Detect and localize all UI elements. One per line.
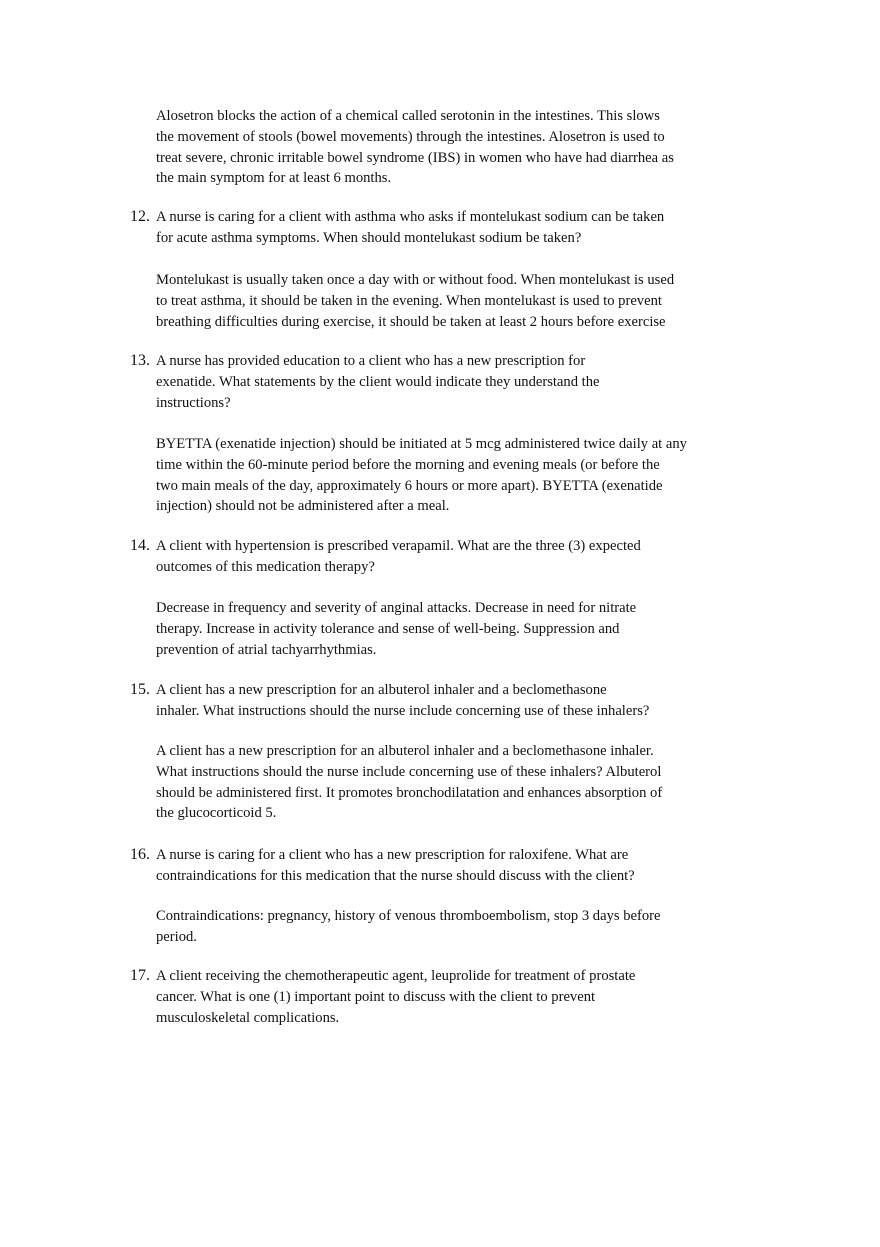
answer-11-paragraph <box>156 106 674 189</box>
question-13-text <box>156 351 600 413</box>
answer-line: the main symptom for at least 6 months. <box>156 170 392 187</box>
question-line: A client has a new prescription for an albuterol inhaler and a beclomethasone <box>156 682 607 698</box>
answer-line: BYETTA (exenatide injection) should be initiated at 5 mcg administered twice daily at any <box>156 436 687 452</box>
question-12-text <box>156 207 664 249</box>
answer-line: treat severe, chronic irritable bowel syndrome (IBS) in women who have had diarrhea as <box>156 149 674 166</box>
answer-line: therapy. Increase in activity tolerance and sense of well-being. Suppression and <box>156 620 620 637</box>
question-number-16: 16. <box>130 846 150 863</box>
question-line: A client receiving the chemotherapeutic agent, leuprolide for treatment of prostate <box>156 968 636 984</box>
question-line: musculoskeletal complications. <box>156 1009 340 1026</box>
question-14-text <box>156 536 641 578</box>
question-line: A nurse has provided education to a client who has a new prescription for <box>156 353 586 369</box>
question-number-12: 12. <box>130 208 150 225</box>
answer-line: the movement of stools (bowel movements) through the intestines. Alosetron is used to <box>156 128 665 145</box>
question-number-15: 15. <box>130 681 150 698</box>
question-line: contraindications for this medication that the nurse should discuss with the client? <box>156 867 635 884</box>
answer-line: breathing difficulties during exercise, it should be taken at least 2 hours before exercise <box>156 313 666 330</box>
answer-line: Alosetron blocks the action of a chemical called serotonin in the intestines. This slows <box>156 108 660 124</box>
answer-12-paragraph <box>156 270 674 332</box>
answer-13-paragraph <box>156 434 687 517</box>
question-line: inhaler. What instructions should the nurse include concerning use of these inhalers? <box>156 702 650 719</box>
answer-line: time within the 60-minute period before the morning and evening meals (or before the <box>156 456 660 473</box>
question-line: instructions? <box>156 394 231 411</box>
answer-line: Contraindications: pregnancy, history of venous thromboembolism, stop 3 days before <box>156 908 661 924</box>
answer-line: should be administered first. It promotes bronchodilatation and enhances absorption of <box>156 784 663 801</box>
answer-16-paragraph <box>156 906 660 948</box>
question-line: exenatide. What statements by the client would indicate they understand the <box>156 373 600 390</box>
answer-line: to treat asthma, it should be taken in the evening. When montelukast is used to prevent <box>156 292 662 309</box>
question-line: A nurse is caring for a client who has a new prescription for raloxifene. What are <box>156 847 629 863</box>
question-number-13: 13. <box>130 352 150 369</box>
answer-line: two main meals of the day, approximately 6 hours or more apart). BYETTA (exenatide <box>156 477 663 494</box>
answer-line: injection) should not be administered after a meal. <box>156 498 450 515</box>
answer-15-paragraph <box>156 741 662 824</box>
question-17-text <box>156 966 635 1028</box>
question-line: A client with hypertension is prescribed verapamil. What are the three (3) expected <box>156 538 641 554</box>
answer-line: the glucocorticoid 5. <box>156 805 277 822</box>
question-number-17: 17. <box>130 967 150 984</box>
answer-14-paragraph <box>156 598 636 660</box>
answer-line: period. <box>156 928 197 945</box>
question-15-text <box>156 680 649 722</box>
question-16-text <box>156 845 635 887</box>
answer-line: A client has a new prescription for an albuterol inhaler and a beclomethasone inhaler. <box>156 743 654 759</box>
question-number-14: 14. <box>130 537 150 554</box>
answer-line: What instructions should the nurse include concerning use of these inhalers? Albuterol <box>156 763 662 780</box>
answer-line: prevention of atrial tachyarrhythmias. <box>156 641 377 658</box>
question-line: A nurse is caring for a client with asthma who asks if montelukast sodium can be taken <box>156 209 665 225</box>
question-line: outcomes of this medication therapy? <box>156 558 375 575</box>
question-line: cancer. What is one (1) important point to discuss with the client to prevent <box>156 988 596 1005</box>
question-line: for acute asthma symptoms. When should montelukast sodium be taken? <box>156 229 582 246</box>
answer-line: Montelukast is usually taken once a day with or without food. When montelukast is used <box>156 272 675 288</box>
answer-line: Decrease in frequency and severity of anginal attacks. Decrease in need for nitrate <box>156 600 637 616</box>
